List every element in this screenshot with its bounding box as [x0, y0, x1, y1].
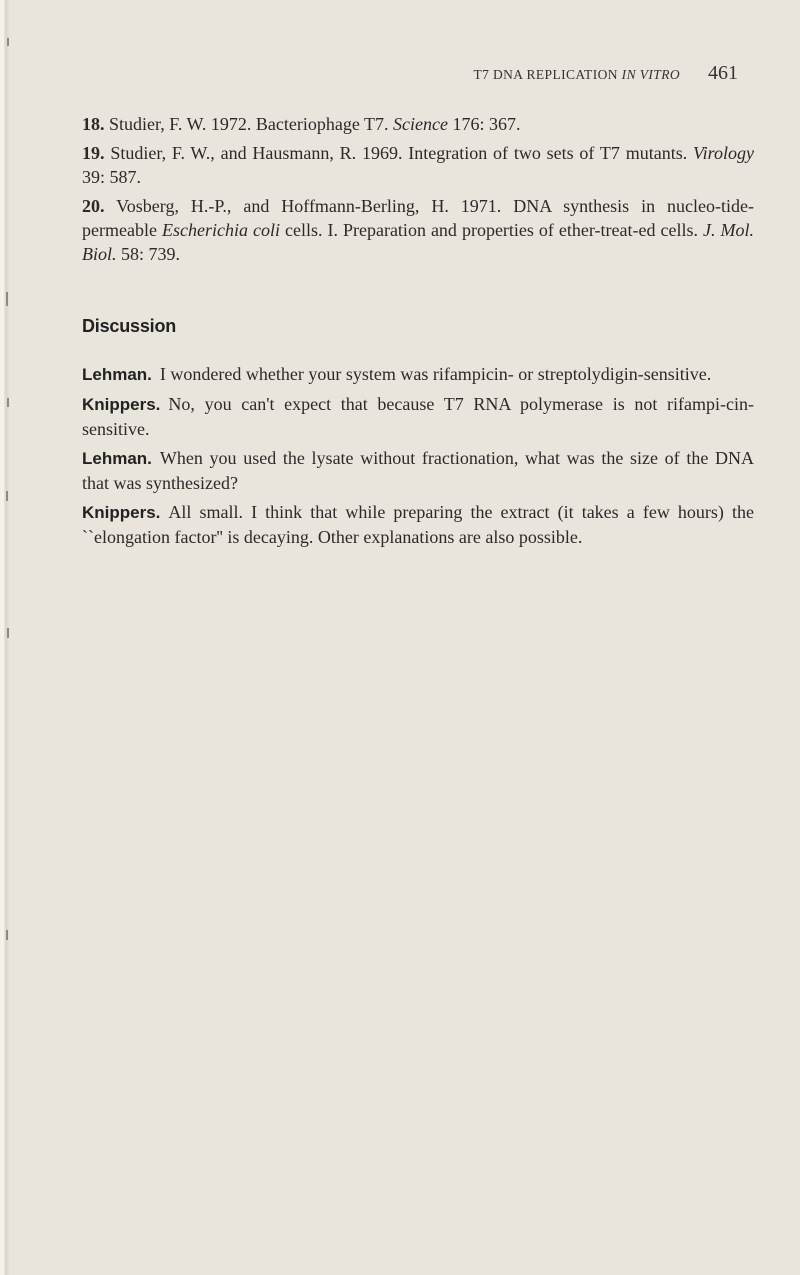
- running-head-title-italic: IN VITRO: [621, 67, 680, 82]
- reference-journal: J. Mol. Biol.: [82, 220, 755, 264]
- reference-number: 20.: [82, 196, 105, 216]
- discussion-transcript: [82, 362, 754, 549]
- binding-mark: [7, 628, 9, 638]
- discussion-heading: Discussion: [82, 316, 177, 336]
- reference-authors: Studier, F. W., and Hausmann, R. 1969. Integration of two sets of T7 mutants.: [110, 143, 688, 163]
- discussion-turn: [82, 362, 754, 387]
- discussion-turn: [82, 446, 754, 495]
- reference-number: 18.: [82, 114, 105, 134]
- page-number: 461: [708, 62, 738, 84]
- speaker-name: Knippers.: [82, 395, 161, 414]
- reference-journal: Science: [392, 114, 448, 134]
- reference-authors: Vosberg, H.-P., and Hoffmann-Berling, H. 1971. DNA synthesis in nucleo-tide-permeable: [82, 196, 754, 240]
- reference-citation: 58: 739.: [121, 244, 181, 264]
- binding-mark: [6, 930, 8, 940]
- page-body: [82, 112, 754, 554]
- running-head-title: [473, 67, 680, 83]
- speaker-name: Lehman.: [82, 365, 152, 384]
- speaker-name: Lehman.: [82, 449, 152, 468]
- reference-title-continuation: cells. I. Preparation and properties of ether-treat-ed cells.: [284, 220, 698, 240]
- reference-item: [82, 112, 754, 136]
- binding-mark: [7, 38, 9, 46]
- reference-list: [82, 112, 754, 266]
- speaker-text: All small. I think that while preparing the extract (it takes a few hours) the ``elongation factor'' is decaying. Other explanations are also possible.: [82, 502, 754, 547]
- binding-mark: [6, 491, 8, 501]
- reference-organism: Escherichia coli: [161, 220, 280, 240]
- speaker-text: When you used the lysate without fractionation, what was the size of the DNA that was synthesized?: [82, 448, 754, 493]
- reference-authors: Studier, F. W. 1972. Bacteriophage T7.: [109, 114, 389, 134]
- running-head: [458, 62, 738, 92]
- binding-mark: [7, 398, 9, 407]
- running-head-title-roman: T7 DNA REPLICATION: [473, 67, 618, 82]
- discussion-turn: [82, 392, 754, 441]
- binding-mark: [6, 292, 8, 306]
- speaker-text: No, you can't expect that because T7 RNA polymerase is not rifampi-cin-sensitive.: [82, 394, 754, 439]
- speaker-text: I wondered whether your system was rifampicin- or streptolydigin-sensitive.: [159, 364, 712, 384]
- reference-item: [82, 194, 754, 266]
- discussion-turn: [82, 500, 754, 549]
- speaker-name: Knippers.: [82, 503, 161, 522]
- reference-citation: 176: 367.: [452, 114, 521, 134]
- reference-number: 19.: [82, 143, 105, 163]
- reference-journal: Virology: [693, 143, 755, 163]
- reference-item: [82, 141, 754, 189]
- reference-citation: 39: 587.: [82, 167, 142, 187]
